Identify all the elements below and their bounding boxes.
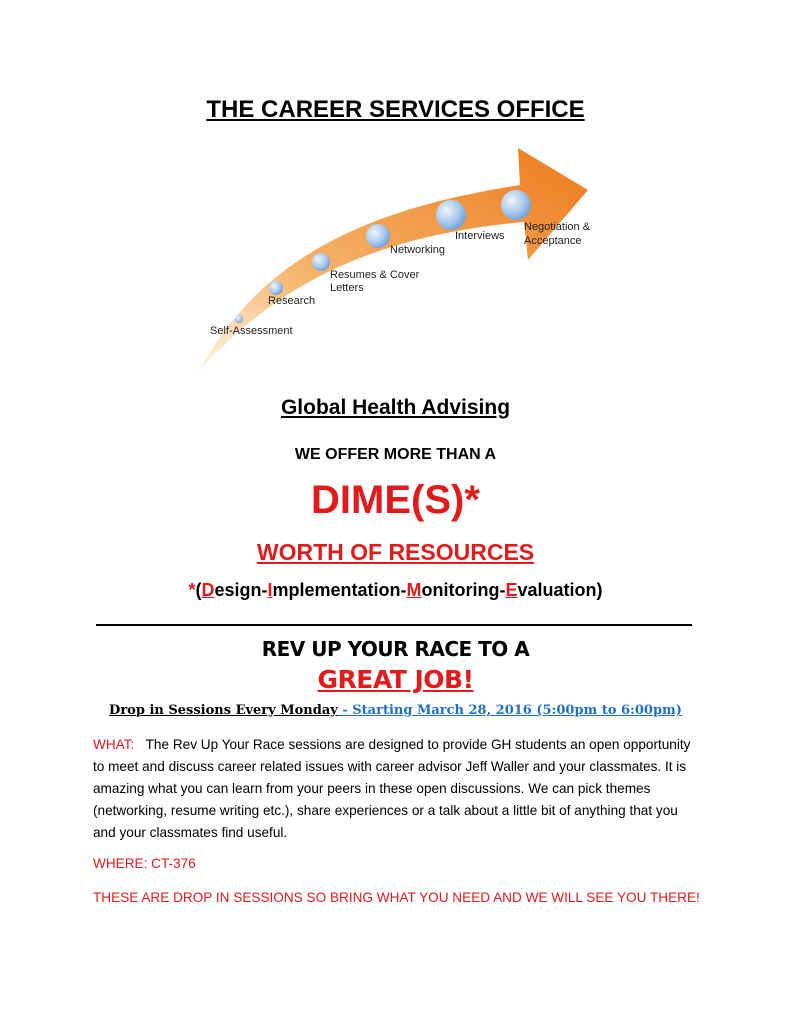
acronym-text: (: [195, 580, 202, 600]
what-label: WHAT:: [93, 737, 135, 752]
step-bubble: [235, 315, 243, 323]
what-paragraph: [93, 734, 703, 844]
step-bubble: [366, 224, 390, 248]
divider: [96, 624, 692, 626]
session-dates: - Starting March 28, 2016 (5:00pm to 6:00pm): [337, 703, 682, 718]
acronym-letter: M: [406, 580, 422, 600]
career-path-arrow-graphic: [190, 140, 610, 380]
acronym-star: *: [188, 580, 196, 600]
great-job-heading: GREAT JOB!: [317, 665, 474, 694]
step-bubble: [312, 253, 330, 271]
dime-headline: DIME(S)*: [311, 478, 480, 522]
step-bubble: [269, 281, 283, 295]
what-text: The Rev Up Your Race sessions are designed to provide GH students an open opportunity to meet and discuss career related issues with career advisor Jeff Waller and your classmates. It is amazing what you can learn from your peers in these open discussions. We can pick themes (networking, resume writing etc.), share experiences or a talk about a little bit of anything that you and your classmates find useful.: [93, 737, 691, 840]
step-label: Self-Assessment: [210, 325, 293, 337]
session-schedule: [0, 703, 791, 718]
step-label: Networking: [390, 244, 446, 256]
acronym-letter: E: [505, 580, 518, 600]
step-label: Letters: [330, 282, 364, 294]
acronym-letter: D: [201, 580, 215, 600]
session-text: Drop in Sessions Every Monday: [109, 703, 338, 718]
step-label: Research: [268, 295, 316, 307]
offer-line: WE OFFER MORE THAN A: [294, 446, 497, 463]
dime-acronym: [0, 580, 791, 601]
acronym-text: valuation): [517, 580, 603, 600]
step-label: Interviews: [455, 230, 505, 242]
where-line: WHERE: CT-376: [93, 856, 196, 871]
section-heading: Global Health Advising: [280, 396, 511, 419]
step-label: Negotiation &: [524, 221, 591, 233]
step-bubble: [501, 190, 531, 220]
worth-of-resources: WORTH OF RESOURCES: [256, 539, 535, 565]
acronym-text: onitoring-: [421, 580, 506, 600]
step-label: Acceptance: [524, 235, 582, 247]
acronym-text: mplementation-: [272, 580, 407, 600]
step-bubble: [436, 200, 466, 230]
page-title: THE CAREER SERVICES OFFICE: [206, 96, 585, 123]
acronym-text: esign-: [214, 580, 268, 600]
acronym-letter: I: [267, 580, 273, 600]
rev-up-heading: REV UP YOUR RACE TO A: [261, 637, 530, 661]
step-label: Resumes & Cover: [330, 269, 420, 281]
drop-in-note: THESE ARE DROP IN SESSIONS SO BRING WHAT YOU NEED AND WE WILL SEE YOU THERE!: [93, 890, 700, 905]
arrow-shape: [198, 148, 588, 372]
